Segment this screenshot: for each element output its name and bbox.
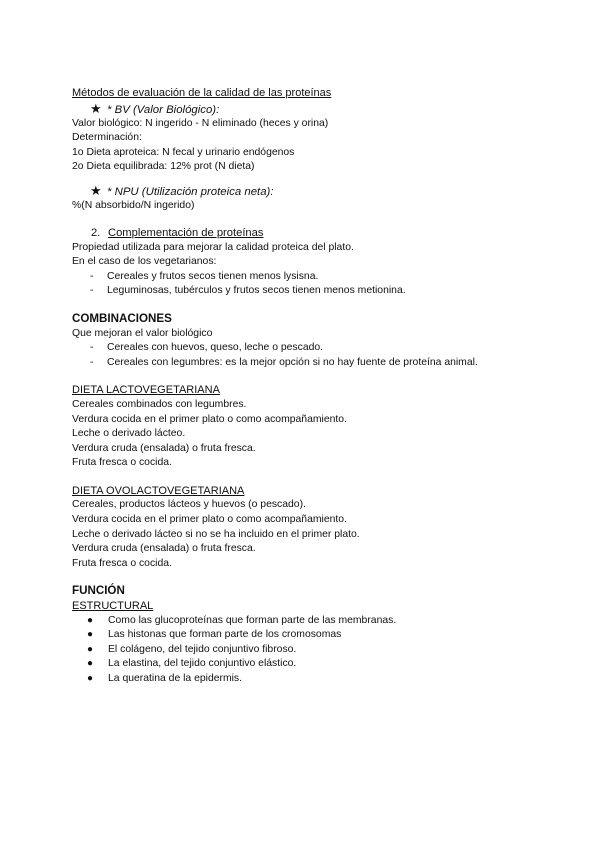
ovolacto-line: Verdura cocida en el primer plato o como acompañamiento.	[72, 514, 347, 526]
list-item: - Cereales y frutos secos tienen menos lysisna.	[90, 270, 319, 282]
bullet-icon: ●	[87, 629, 94, 641]
lacto-title: DIETA LACTOVEGETARIANA	[72, 384, 220, 397]
list-item: - Leguminosas, tubérculos y frutos secos tienen menos metionina.	[90, 285, 406, 297]
bv-line-4: 2o Dieta equilibrada: 12% prot (N dieta)	[72, 161, 255, 173]
bv-line-3: 1o Dieta aproteica: N fecal y urinario endógenos	[72, 146, 295, 158]
star-icon: ★	[90, 100, 102, 116]
document-page	[72, 86, 542, 687]
npu-heading	[72, 183, 542, 199]
complementacion-title: Complementación de proteínas	[108, 226, 264, 239]
lacto-line: Cereales combinados con legumbres.	[72, 398, 247, 410]
lacto-line: Leche o derivado lácteo.	[72, 428, 186, 440]
estructural-subtitle: ESTRUCTURAL	[72, 600, 154, 613]
ovolacto-line: Leche o derivado lácteo si no se ha incluido en el primer plato.	[72, 528, 360, 540]
list-item: - Cereales con legumbres: es la mejor opción si no hay fuente de proteína animal.	[90, 356, 478, 368]
combinaciones-title: COMBINACIONES	[72, 311, 172, 325]
list-item: - Cereales con huevos, queso, leche o pescado.	[90, 342, 324, 354]
bv-line-2: Determinación:	[72, 132, 142, 144]
complementacion-line-1: Propiedad utilizada para mejorar la calidad proteica del plato.	[72, 241, 354, 253]
ovolacto-line: Cereales, productos lácteos y huevos (o pescado).	[72, 499, 306, 511]
npu-line-1: %(N absorbido/N ingerido)	[72, 199, 195, 211]
section-title-metodos: Métodos de evaluación de la calidad de las proteínas	[72, 87, 332, 99]
ovolacto-line: Verdura cruda (ensalada) o fruta fresca.	[72, 543, 256, 555]
list-number: 2.	[91, 226, 101, 239]
npu-label: * NPU (Utilización proteica neta):	[107, 185, 274, 198]
ovolacto-line: Fruta fresca o cocida.	[72, 557, 172, 569]
list-item: ● El colágeno, del tejido conjuntivo fibroso.	[72, 643, 542, 658]
bv-label: * BV (Valor Biológico):	[107, 103, 220, 116]
list-item: ● La elastina, del tejido conjuntivo elástico.	[72, 657, 542, 672]
combinaciones-intro: Que mejoran el valor biológico	[72, 327, 213, 339]
ovolacto-title: DIETA OVOLACTOVEGETARIANA	[72, 484, 245, 497]
list-item: ● Como las glucoproteínas que forman parte de las membranas.	[72, 614, 542, 629]
lacto-line: Fruta fresca o cocida.	[72, 457, 172, 469]
lacto-line: Verdura cruda (ensalada) o fruta fresca.	[72, 442, 256, 454]
bullet-icon: ●	[87, 643, 94, 655]
bullet-icon: ●	[87, 614, 94, 626]
funcion-title: FUNCIÓN	[72, 584, 125, 598]
bullet-icon: ●	[87, 658, 94, 670]
complementacion-line-2: En el caso de los vegetarianos:	[72, 256, 217, 268]
bv-heading	[72, 101, 542, 117]
complementacion-heading	[72, 225, 542, 241]
lacto-line: Verdura cocida en el primer plato o como acompañamiento.	[72, 413, 347, 425]
list-item: ● Las histonas que forman parte de los cromosomas	[72, 628, 542, 643]
bv-line-1: Valor biológico: N ingerido - N eliminado (heces y orina)	[72, 117, 329, 129]
list-item: ● La queratina de la epidermis.	[72, 672, 542, 687]
star-icon: ★	[90, 182, 102, 198]
bullet-icon: ●	[87, 673, 94, 684]
